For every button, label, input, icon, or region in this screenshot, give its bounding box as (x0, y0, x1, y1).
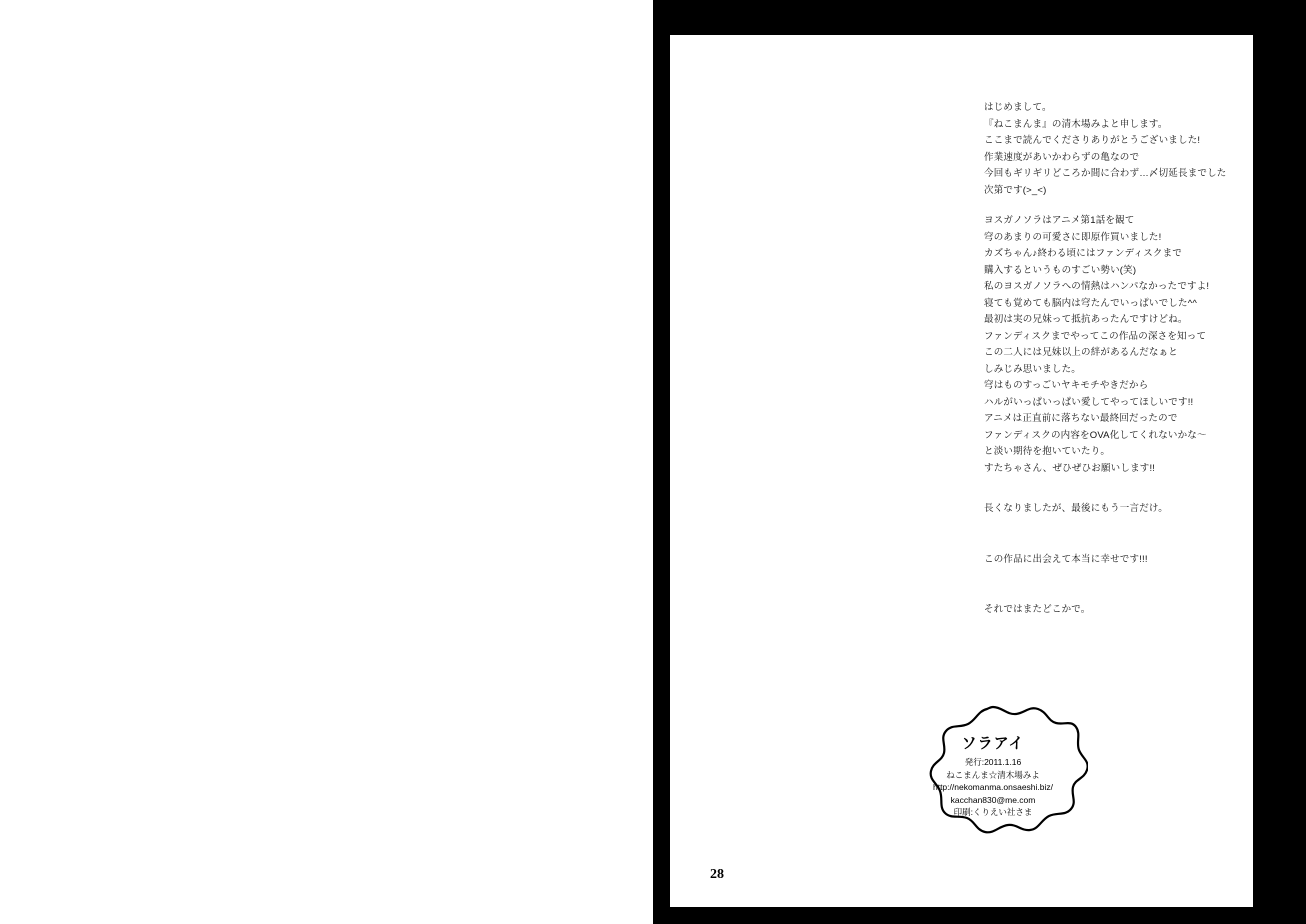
afterword-line: アニメは正直前に落ちない最終回だったので (984, 413, 1178, 424)
afterword-line: それではまたどこかで。 (984, 604, 1091, 615)
afterword-block (984, 213, 1244, 477)
colophon-title: ソラアイ (961, 735, 1025, 753)
afterword-line: 次第です(>_<) (984, 184, 1047, 196)
afterword-line: ハルがいっぱいっぱい愛してやってほしいです!! (984, 396, 1194, 408)
afterword-block (984, 602, 1244, 619)
afterword-line: ファンディスクまでやってこの作品の深さを知って (984, 330, 1207, 342)
afterword-page (670, 35, 1253, 907)
afterword-line: すたちゃさん、ぜひぜひお願いします!! (984, 462, 1156, 474)
afterword-line: 今回もギリギリどころか間に合わず…〆切延長までした (984, 168, 1227, 179)
afterword-text (984, 100, 1244, 619)
colophon-line: 印刷:くりえい社さま (953, 807, 1033, 818)
page-number: 28 (710, 867, 724, 882)
afterword-line: 最初は実の兄妹って抵抗あったんですけどね。 (984, 314, 1188, 325)
afterword-block (984, 552, 1244, 569)
afterword-line: ヨスガノソラはアニメ第1話を観て (984, 215, 1135, 226)
afterword-block (984, 100, 1244, 199)
colophon-burst (898, 703, 1088, 848)
colophon-line: 発行:2011.1.16 (964, 757, 1022, 768)
colophon-content (898, 703, 1088, 848)
afterword-line: この二人には兄妹以上の絆があるんだなぁと (984, 347, 1179, 358)
afterword-line: ファンディスクの内容をOVA化してくれないかな〜 (984, 429, 1207, 441)
afterword-line: 長くなりましたが、最後にもう一言だけ。 (984, 503, 1168, 514)
afterword-line: と淡い期待を抱いていたり。 (984, 446, 1111, 457)
afterword-line: 作業速度があいかわらずの亀なので (984, 151, 1140, 163)
colophon-email: kacchan830@me.com (950, 794, 1036, 805)
afterword-line: しみじみ思いました。 (984, 363, 1082, 375)
afterword-line: ここまで読んでくださりありがとうございました! (984, 135, 1201, 146)
afterword-line: 私のヨスガノソラへの情熱はハンパなかったですよ! (984, 281, 1210, 292)
colophon-url: http://nekomanma.onsaeshi.biz/ (932, 782, 1053, 793)
afterword-line: カズちゃん♪終わる頃にはファンディスクまで (984, 248, 1183, 259)
colophon-line: ねこまんま☆清木場みよ (946, 769, 1040, 780)
afterword-line: 購入するというものすごい勢い(笑) (984, 264, 1137, 276)
afterword-block (984, 501, 1244, 518)
afterword-line: 穹のあまりの可愛さに即原作買いました! (984, 231, 1162, 243)
afterword-line: 『ねこまんま』の清木場みよと申します。 (984, 118, 1168, 130)
afterword-line: 穹はものすっごいヤキモチやきだから (984, 380, 1149, 391)
afterword-line: はじめまして。 (984, 102, 1052, 113)
afterword-line: この作品に出会えて本当に幸せです!!! (984, 553, 1148, 565)
afterword-line: 寝ても覚めても脳内は穹たんでいっぱいでした^^ (984, 297, 1198, 309)
